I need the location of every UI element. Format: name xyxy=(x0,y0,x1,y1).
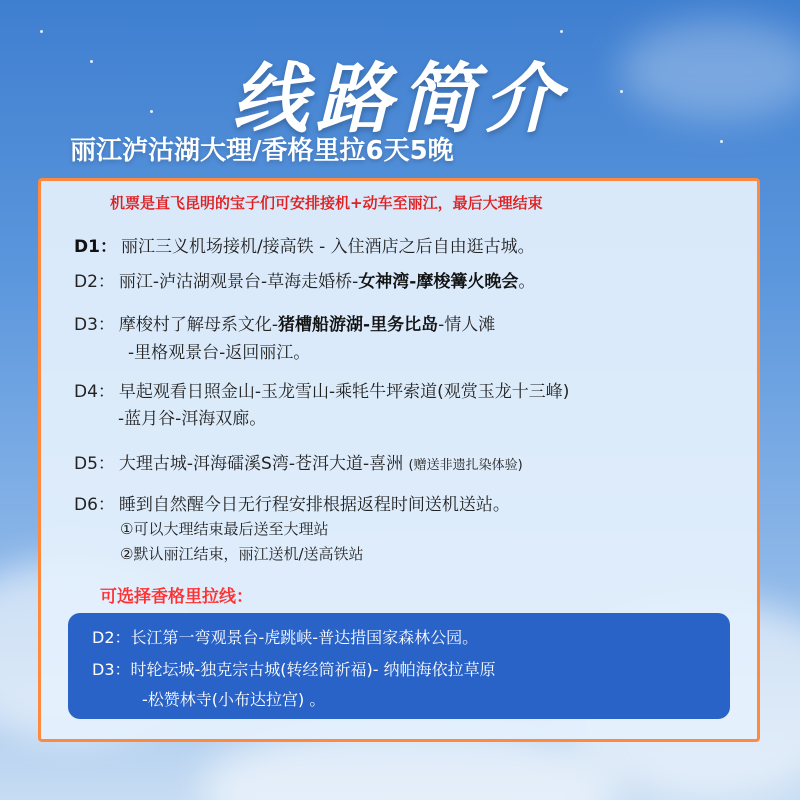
optional-day-3-text: 时轮坛城-独克宗古城(转经筒祈福)- 纳帕海依拉草原 xyxy=(130,660,496,679)
optional-day-3-label: D3： xyxy=(92,660,131,679)
day-3-line2: -里格观景台-返回丽江。 xyxy=(128,343,311,363)
page-title: 线路简介 xyxy=(232,54,568,143)
day-3-text: 摩梭村了解母系文化- xyxy=(118,315,279,335)
day-3-text-end: -情人滩 xyxy=(438,315,496,335)
day-6-option-2: ②默认丽江结束，丽江送机/送高铁站 xyxy=(120,545,364,563)
optional-day-3-line2: -松赞林寺(小布达拉宫) 。 xyxy=(142,690,326,709)
day-2 xyxy=(74,267,535,292)
day-6-option-1: ①可以大理结束最后送至大理站 xyxy=(120,520,329,538)
day-2-text: 丽江-泸沽湖观景台-草海走婚桥- xyxy=(118,272,359,292)
route-subtitle: 丽江泸沽湖大理/香格里拉6天5晚 xyxy=(70,136,454,166)
optional-day-3 xyxy=(92,657,496,680)
day-1-text: 丽江三义机场接机/接高铁 - 入住酒店之后自由逛古城。 xyxy=(120,237,535,257)
star-decoration xyxy=(560,30,563,33)
star-decoration xyxy=(40,30,43,33)
day-1 xyxy=(74,232,535,257)
day-3 xyxy=(74,310,495,335)
optional-route-title: 可选择香格里拉线： xyxy=(100,587,253,607)
day-4-label: D4： xyxy=(74,382,115,402)
day-5-label: D5： xyxy=(74,454,115,474)
day-1-label: D1： xyxy=(74,237,117,257)
optional-day-2 xyxy=(92,625,478,648)
day-4-line2: -蓝月谷-洱海双廊。 xyxy=(118,409,267,429)
day-3-label: D3： xyxy=(74,315,115,335)
day-2-text-end: 。 xyxy=(518,272,536,292)
flight-notice: 机票是直飞昆明的宝子们可安排接机+动车至丽江，最后大理结束 xyxy=(110,194,543,212)
day-6 xyxy=(74,490,510,515)
optional-day-2-text: 长江第一弯观景台-虎跳峡-普达措国家森林公园。 xyxy=(130,628,479,647)
day-3-highlight: 猪槽船游湖-里务比岛 xyxy=(278,315,439,335)
day-2-highlight: 女神湾-摩梭篝火晚会 xyxy=(358,272,519,292)
day-5-note: (赠送非遗扎染体验) xyxy=(408,458,523,473)
day-4-text: 早起观看日照金山-玉龙雪山-乘牦牛坪索道(观赏玉龙十三峰) xyxy=(118,382,570,402)
day-6-label: D6： xyxy=(74,495,115,515)
day-6-text: 睡到自然醒今日无行程安排根据返程时间送机送站。 xyxy=(118,495,510,515)
day-4 xyxy=(74,377,569,402)
optional-day-2-label: D2： xyxy=(92,628,131,647)
day-2-label: D2： xyxy=(74,272,115,292)
day-5 xyxy=(74,449,523,474)
day-5-text: 大理古城-洱海礌溪S湾-苍洱大道-喜洲 xyxy=(118,454,404,474)
